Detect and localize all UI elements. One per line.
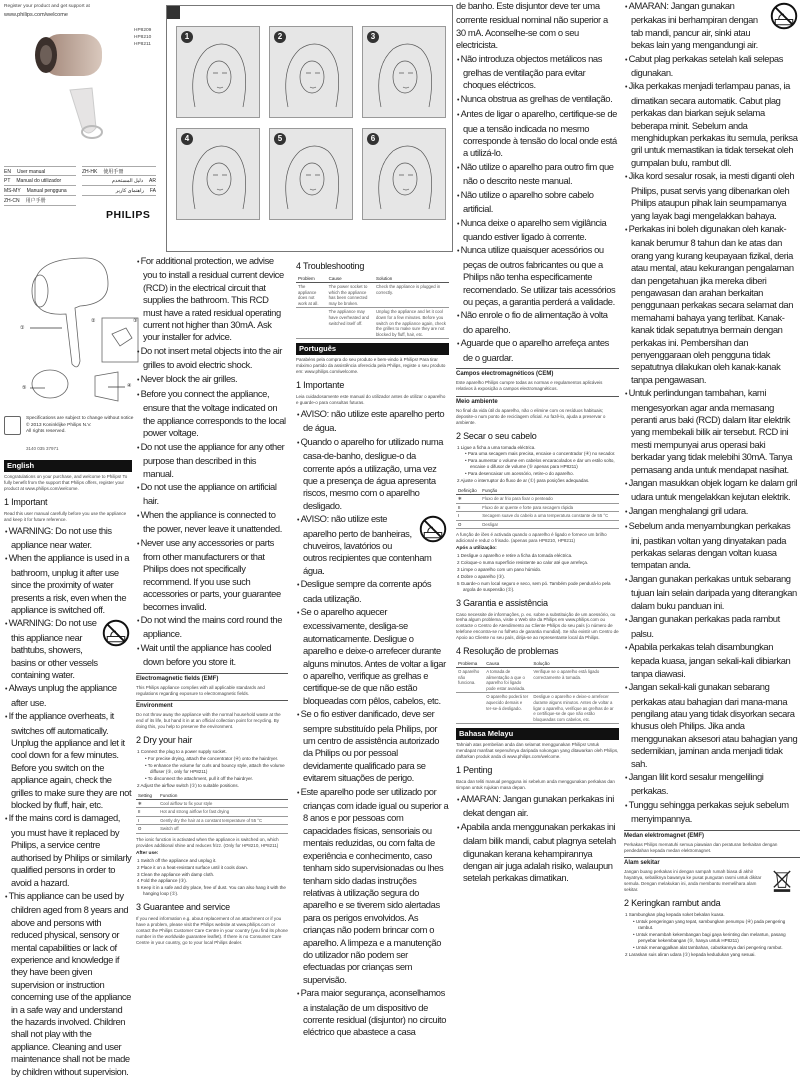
safety-bullet: • Tunggu sehingga perkakas sejuk sebelum menyimpannya.: [624, 799, 800, 826]
table-row: [136, 825, 288, 834]
table-row: [136, 808, 288, 817]
numbered-step: 1 Desligue o aparelho e retire a ficha da tomada eléctrica.: [457, 553, 573, 559]
section-heading: 3 Guarantee and service: [136, 902, 230, 913]
step-number-badge: 3: [367, 31, 379, 43]
safety-bullet: • Se o aparelho aquecer excessivamente, desliga-se automaticamente. Desligue o aparelho e deixe-o arrefecer durante alguns minutos. Antes de voltar a ligar o aparelho, verifique as grelhas e certifique-se de que não estão bloqueadas com pêlos, cabelos, etc.: [296, 606, 449, 707]
safety-bullet: • This appliance can be used by children aged from 8 years and above and persons with reduced physical, sensory or mental capabilities or lack of experience and knowledge if they have been given supervision or instruction concerning use of the appliance in a safe way and understand the hazards involved. Children shall not play with the appliance. Cleaning and user maintenance shall not be made by children without supervision.: [4, 890, 132, 1078]
body-paragraph: Perkakas Philips mematuhi semua piawaian dan peraturan berkaitan dengan pendedahan kepada medan elektromagnet.: [624, 841, 778, 853]
table-cell: O: [456, 520, 480, 529]
language-code: ZH-HK: [82, 169, 98, 175]
numbered-step: 2 Coloque-o numa superfície resistente ao calor até que arrefeça.: [457, 560, 589, 566]
diagram-label-fold: ③: [133, 318, 138, 324]
language-section-header: English: [4, 460, 132, 472]
body-paragraph: Caso necessite de informações, p. ex. sobre a substituição de um acessório, ou tenha algum problema, visite o Web site da Philips em www.philips.com ou contacte o Centro de Atendimento ao Cliente Philips do seu país (o número de telefone encontra-se no folheto de garantia mundial). Se não existir um Centro de Apoio ao Cliente no seu país, dirija-se ao representante local da Philips.: [456, 611, 619, 641]
table-row: [456, 520, 619, 529]
numbered-step: 5 Guarde-o num local seguro e seco, sem pó. Também pode pendurá-lo pela argola de suspensão (②).: [457, 580, 611, 592]
safety-bullet: • Never use any accessories or parts from other manufacturers or that Philips does not specifically recommend. If you use such accessories or parts, your guarantee becomes invalid.: [136, 537, 288, 613]
safety-bullet: • Nunca deixe o aparelho sem vigilância quando estiver ligado à corrente.: [456, 217, 619, 244]
body-paragraph: Tahniah atas pembelian anda dan selamat menggunakan Philips! Untuk mendapat manfaat sepenuhnya daripada sokongan yang ditawarkan oleh Philips, daftarkan produk anda di www.philips.com/welcome.: [456, 742, 619, 760]
table-cell: I: [456, 512, 480, 521]
diagram-label-concentrator: ④: [127, 383, 132, 389]
table-cell: II: [136, 808, 158, 817]
table-cell: [296, 308, 327, 339]
specs-notice: [26, 416, 133, 436]
sub-bullet: • Para aumentar o volume em cabelos encaracolados e dar um estilo solto, encaixe o difusor de volume (⑤ apenas para HP8211): [456, 458, 619, 470]
specs-line: All rights reserved.: [26, 429, 66, 434]
safety-bullet: • Do not use the appliance for any other purpose than described in this manual.: [136, 441, 288, 480]
safety-bullet-text: AMARAN: Jangan gunakan perkakas ini berhampiran dengan tab mandi, pancur air, sinki atau bekas lain yang mengandungi air.: [628, 0, 758, 51]
table-cell: II: [456, 503, 480, 512]
body-paragraph: Do not throw away the appliance with the normal household waste at the end of its life, but hand it in at an official collection point for recycling. By doing this, you help to preserve the environment.: [136, 712, 281, 730]
sub-bullet: • Para desencaixar um acessório, retire-o do aparelho.: [456, 471, 619, 477]
body-paragraph: Parabéns pela compra do seu produto e bem-vindo à Philips! Para tirar máximo partido da assistência oferecida pela Philips, registe o seu produto em: www.philips.com/welcome.: [296, 357, 446, 375]
table-cell: O aparelho não funciona.: [456, 668, 484, 693]
subsection-heading: Meio ambiente: [456, 396, 619, 406]
sub-bullet: • To disconnect the attachment, pull it off the hairdryer.: [136, 776, 288, 782]
table-header-cell: Definição: [456, 487, 480, 495]
safety-bullet: • Always unplug the appliance after use.: [4, 682, 132, 709]
safety-bullet: • Apabila perkakas telah disambungkan kepada kuasa, jangan sekali-kali dibiarkan tanpa diawasi.: [624, 641, 800, 680]
language-code: FA: [149, 188, 156, 194]
language-row[interactable]: [4, 176, 76, 186]
safety-bullet: • Jangan gunakan perkakas untuk sebarang tujuan lain selain daripada yang diterangkan dalam buku panduan ini.: [624, 573, 800, 612]
safety-bullet: • AVISO: não utilize este aparelho perto de água.: [296, 408, 449, 435]
body-paragraph: [624, 869, 800, 893]
parts-diagram: [0, 236, 140, 406]
table-row: [136, 816, 288, 825]
sub-bullet: • Untuk menanggalkan alat tambahan, cabutkannya dari pengering rambut.: [624, 945, 800, 951]
safety-bullet-with-icon: [296, 513, 449, 577]
table-header-row: [456, 660, 619, 668]
safety-bullet: • Nunca utilize quaisquer acessórios ou peças de outros fabricantes ou que a Philips não tenha especificamente recomendado. Se utilizar tais acessórios ou peças, a garantia perderá a validade.: [456, 244, 619, 308]
illustration-step-2: [269, 26, 353, 118]
step-number-badge: 2: [274, 31, 286, 43]
table-header-cell: Solution: [374, 275, 449, 283]
body-paragraph: If you need information e.g. about replacement of an attachment or if you have a problem, please visit the Philips website at www.philips.com or contact the Philips Customer Care Centre in your country (you find its phone number in the worldwide guarantee leaflet). If there is no Consumer Care Centre in your country, go to your local Philips dealer.: [136, 916, 288, 945]
table-cell: Secagem suave do cabelo a uma temperatura constante de 55 °C: [480, 512, 619, 521]
section-heading: 2 Dry your hair: [136, 735, 193, 746]
table-cell: I: [136, 816, 158, 825]
table-row: [456, 668, 619, 693]
body-paragraph: Este aparelho Philips cumpre todas as normas e regulamentos aplicáveis relativos à exposição a campos electromagnéticos.: [456, 379, 603, 391]
numbered-step: 4 Dobre o aparelho (③).: [457, 573, 506, 579]
body-paragraph: Read this user manual carefully before you use the appliance and keep it for future reference.: [4, 510, 127, 522]
table-cell: O aparelho poderá ter aquecido demais e ter-se-á desligado.: [484, 693, 531, 724]
usage-illustration-panel: [166, 5, 453, 252]
table-header-cell: Cause: [327, 275, 374, 283]
section-heading: 4 Troubleshooting: [296, 261, 365, 271]
label-text: After use:: [136, 850, 159, 856]
safety-bullet: • Desligue sempre da corrente após cada utilização.: [296, 578, 449, 605]
table-cell: Gently dry the hair at a constant temperature of 55 °C: [158, 816, 288, 825]
language-code: ZH-CN: [4, 198, 20, 204]
philips-shield-icon: [4, 416, 21, 435]
data-table: [456, 660, 619, 724]
table-cell: The power socket to which the appliance has been connected may be broken.: [327, 283, 374, 308]
body-paragraph: A função de iões é activada quando o aparelho é ligado e fornece um brilho adicional e reduz o frisado. (apenas para HP8210, HP8211): [456, 532, 607, 544]
table-cell: Fluxo de ar frio para fixar o penteado: [480, 494, 619, 503]
safety-bullet: • Before you connect the appliance, ensure that the voltage indicated on the appliance corresponds to the local power voltage.: [136, 388, 288, 440]
table-row: [456, 503, 619, 512]
diagram-label-diffuser: ⑤: [22, 385, 27, 391]
safety-bullet: • Não utilize o aparelho para outro fim que não o descrito neste manual.: [456, 161, 619, 188]
table-cell: Hot and strong airflow for fast drying: [158, 808, 288, 817]
safety-bullet: • Não utilize o aparelho sobre cabelo artificial.: [456, 189, 619, 216]
language-code: EN: [4, 169, 11, 175]
safety-bullet: • Nunca obstrua as grelhas de ventilação.: [456, 93, 619, 107]
diagram-label-loop: ②: [91, 318, 96, 324]
table-cell: [456, 693, 484, 724]
sub-bullet: • Untuk menambah kekembangan bagi gaya kerinting dan melantun, pasang penyebar kekembangan (⑤, hanya untuk HP8211): [624, 932, 800, 944]
safety-bullet: • Sebelum anda menyambungkan perkakas ini, pastikan voltan yang dinyatakan pada perkakas selaras dengan voltan kuasa tempatan anda.: [624, 520, 800, 572]
body-paragraph: No final da vida útil do aparelho, não o elimine com os resíduos habituais; deposite-o num ponto de reciclagem oficial. Ao fazê-lo, ajuda a preservar o ambiente.: [456, 407, 606, 425]
subsection-heading: Electromagnetic fields (EMF): [136, 673, 288, 683]
section-heading: 2 Secar o seu cabelo: [456, 430, 537, 441]
language-title: 用户手册: [25, 198, 46, 204]
illustration-step-3: [362, 26, 446, 118]
safety-bullet: • WARNING: Do not use this appliance near water.: [4, 525, 132, 552]
subsection-heading: Environment: [136, 700, 288, 710]
sub-bullet: • Untuk pengeringan yang tepat, sambungkan penumpu (④) pada pengering rambut.: [624, 919, 800, 931]
safety-bullet: • Do not use the appliance on artificial hair.: [136, 481, 288, 508]
column-english-safety: [136, 255, 288, 948]
specs-line: © 2013 Koninklijke Philips N.V.: [26, 422, 92, 428]
numbered-step: 1 Sambungkan plag kepada soket bekalan kuasa.: [625, 912, 725, 918]
safety-bullet: • Não introduza objectos metálicos nas grelhas de ventilação para evitar choques eléctricos.: [456, 53, 619, 92]
no-water-warning-icon: [419, 515, 447, 543]
table-cell: ❄: [456, 494, 480, 503]
model-number: HP8209: [134, 28, 152, 33]
step-number-badge: 5: [274, 133, 286, 145]
numbered-step: 5 Keep it in a safe and dry place, free of dust. You can also hang it with the hanging loop (②).: [137, 885, 286, 897]
no-water-warning-icon: [102, 619, 130, 647]
safety-bullet: • If the mains cord is damaged, you must have it replaced by Philips, a service centre authorised by Philips or similarly qualified persons in order to avoid a hazard.: [4, 812, 132, 888]
illustration-step-1: [176, 26, 260, 118]
safety-bullet: • Wait until the appliance has cooled down before you store it.: [136, 642, 288, 669]
section-heading: 2 Keringkan rambut anda: [624, 898, 721, 909]
data-table: [136, 792, 288, 834]
numbered-step: 2 Ajuste o interruptor do fluxo de ar (①) para posições adequadas.: [457, 478, 590, 484]
language-title: راهنمای کاربر: [115, 188, 144, 194]
step-number-badge: 1: [181, 31, 193, 43]
safety-bullet: • If the appliance overheats, it switches off automatically. Unplug the appliance and let it cool down for a few minutes. Before you switch on the appliance again, check the grilles to make sure they are not blocked by fluff, hair, etc.: [4, 710, 132, 811]
subsection-heading: Alam sekitar: [624, 857, 800, 867]
safety-bullet: • Perkakas ini boleh digunakan oleh kanak-kanak berumur 8 tahun dan ke atas dan orang yang kurang keupayaan fizikal, deria atau mental, atau kekurangan pengalaman dan pengetahuan jika mereka diberi pengawasan dan arahan berkaitan penggunaan perkakas secara selamat dan memahami bahaya yang terlibat. Kanak-kanak tidak sepatutnya bermain dengan perkakas ini. Pembersihan dan penyenggaraan oleh pengguna tidak sepatutnya dilakukan oleh kanak-kanak tanpa pengawasan.: [624, 223, 800, 386]
section-heading: 1 Penting: [456, 765, 493, 776]
table-cell: Verifique se o aparelho está ligado correctamente à tomada.: [531, 668, 619, 693]
sub-bullet: • Para uma secagem mais precisa, encaixe o concentrador (④) no secador.: [456, 451, 619, 457]
table-cell: Desligar: [480, 520, 619, 529]
safety-bullet: • Jangan lilit kord sesalur mengelilingi perkakas.: [624, 771, 800, 798]
numbered-step: 1 Connect the plug to a power supply socket.: [137, 749, 227, 755]
safety-bullet-continued: de banho. Este disjuntor deve ter uma corrente residual nominal não superior a 30 mA. Aconselhe-se com o seu electricista.: [456, 0, 608, 51]
language-title: دليل المستخدم: [111, 178, 144, 184]
table-cell: The appliance may have overheated and switched itself off.: [327, 308, 374, 339]
table-header-cell: Function: [158, 792, 288, 800]
subsection-heading: Campos electromagnéticos (CEM): [456, 368, 619, 378]
safety-bullet: • Antes de ligar o aparelho, certifique-se de que a tensão indicada no mesmo corresponde à tensão do local onde está a utilizá-lo.: [456, 108, 619, 160]
table-header-row: [136, 792, 288, 800]
numbered-step: 1 Switch off the appliance and unplug it.: [137, 857, 217, 863]
numbered-step: 3 Limpe o aparelho com um pano húmido.: [457, 566, 542, 572]
table-cell: O: [136, 825, 158, 834]
safety-bullet: • AMARAN: Jangan gunakan perkakas ini dekat dengan air.: [456, 793, 619, 820]
safety-bullet: • Untuk perlindungan tambahan, kami mengesyorkan agar anda memasang peranti arus baki (RCD) dalam litar elektrik yang membekali bilik air tersebut. RCD ini mesti mempunyai arus operasi baki berkadar yang tidak melebihi 30mA. Tanya pemasang anda untuk mendapat nasihat.: [624, 387, 800, 476]
language-row[interactable]: [4, 186, 76, 196]
philips-logo: PHILIPS: [106, 209, 151, 221]
safety-bullet: • Do not insert metal objects into the air grilles to avoid electric shock.: [136, 345, 288, 372]
section-heading: 4 Resolução de problemas: [456, 646, 559, 657]
section-heading: 1 Importante: [296, 380, 345, 391]
section-heading: 3 Garantia e assistência: [456, 597, 548, 608]
language-row[interactable]: [82, 176, 156, 186]
language-code: AR: [149, 178, 156, 184]
language-title: Manual pengguna: [26, 188, 67, 194]
safety-bullet: • Jangan sekali-kali gunakan sebarang perkakas atau bahagian dari mana-mana pengilang atau yang tidak disyorkan secara khusus oleh Philips. Jika anda menggunakan aksesori atau bahagian yang sedemikian, jaminan anda menjadi tidak sah.: [624, 681, 800, 770]
safety-bullet: • Apabila anda menggunakan perkakas ini dalam bilik mandi, cabut plagnya setelah digunakan kerana kehampirannya dengan air juga adalah risiko, walaupun setelah perkakas dimatikan.: [456, 821, 619, 885]
step-number-badge: 4: [181, 133, 193, 145]
table-row: [456, 512, 619, 521]
illustration-step-4: [176, 128, 260, 220]
recycle-bin-crossed-icon: [772, 869, 792, 893]
safety-bullet: • Aguarde que o aparelho arrefeça antes de o guardar.: [456, 337, 619, 364]
table-cell: Check the appliance is plugged in correctly.: [374, 283, 449, 308]
subsection-heading: Medan elektromagnet (EMF): [624, 830, 800, 840]
step-number-badge: 6: [367, 133, 379, 145]
safety-bullet: • Jangan menghalangi gril udara.: [624, 505, 800, 519]
specs-line: Specifications are subject to change without notice: [26, 416, 134, 421]
data-table: [456, 487, 619, 529]
safety-bullet: • Quando o aparelho for utilizado numa casa-de-banho, desligue-o da corrente após a utilização, uma vez que a presença de água apresenta riscos, mesmo com o aparelho desligado.: [296, 436, 449, 512]
safety-bullet: • Para maior segurança, aconselhamos a instalação de um dispositivo de corrente residual (disjuntor) no circuito eléctrico que abastece a casa: [296, 987, 449, 1039]
numbered-step: 2 Adjust the airflow switch (①) to suitable positions.: [137, 782, 239, 788]
language-code: MS-MY: [4, 188, 21, 194]
table-cell: Unplug the appliance and let it cool down for a few minutes. Before you switch on the appliance again, check the grilles to make sure they are not blocked by fluff, hair, etc.: [374, 308, 449, 339]
model-list: [134, 27, 151, 48]
language-title: 使用手冊: [103, 169, 124, 175]
safety-bullet-text: AVISO: não utilize este aparelho perto de banheiras, chuveiros, lavatórios ou outros recipientes que contenham água.: [300, 513, 432, 576]
section-heading: 1 Important: [4, 496, 48, 507]
body-paragraph-text: Jangan buang perkakas ini dengan sampah rumah biasa di akhir hayatnya, sebaliknya bawanya ke pusat pungutan rasmi untuk dikitar semula. Dengan melakukan ini, anda membantu memelihara alam sekitar.: [624, 869, 762, 893]
table-cell: Switch off: [158, 825, 288, 834]
safety-bullet: • Never block the air grilles.: [136, 373, 288, 387]
safety-bullet: • Jika kord sesalur rosak, ia mesti diganti oleh Philips, pusat servis yang dibenarkan oleh Philips ataupun pihak lain seumpamanya yang layak bagi mengelakkan bahaya.: [624, 170, 800, 222]
safety-bullet: • Não enrole o fio de alimentação à volta do aparelho.: [456, 309, 619, 336]
table-header-cell: Solução: [531, 660, 619, 668]
table-cell: The appliance does not work at all.: [296, 283, 327, 308]
table-cell: Cool airflow to fix your style: [158, 799, 288, 808]
body-paragraph: Baca dan teliti manual pengguna ini sebelum anda menggunakan perkakas dan simpan untuk rujukan masa depan.: [456, 779, 615, 791]
safety-bullet-with-icon: [4, 617, 132, 681]
illustration-step-5: [269, 128, 353, 220]
language-title: User manual: [16, 169, 46, 175]
language-section-header: Bahasa Melayu: [456, 728, 619, 740]
table-cell: Fluxo de ar quente e forte para secagem rápida: [480, 503, 619, 512]
safety-bullet-text: WARNING: Do not use this appliance near bathtubs, showers, basins or other vessels containing water.: [8, 617, 98, 680]
table-header-cell: Problema: [456, 660, 484, 668]
safety-bullet: • Jangan gunakan perkakas pada rambut palsu.: [624, 613, 800, 640]
safety-bullet: • Este aparelho pode ser utilizado por crianças com idade igual ou superior a 8 anos e por pessoas com capacidades físicas, sensoriais ou mentais reduzidas, ou com falta de experiência e conhecimento, caso tenham sido supervisionadas ou lhes tenham sido dadas instruções relativas à utilização segura do aparelho e se tiverem sido alertadas para os perigos envolvidos. As crianças não podem brincar com o aparelho. A limpeza e a manutenção do utilizador não podem ser efectuadas por crianças sem supervisão.: [296, 786, 449, 987]
table-header-cell: Causa: [484, 660, 531, 668]
table-row: [296, 283, 449, 308]
table-header-row: [456, 487, 619, 495]
table-header-cell: Problem: [296, 275, 327, 283]
diagram-label-switch: ①: [20, 325, 25, 331]
safety-bullet: • Jangan masukkan objek logam ke dalam gril udara untuk mengelakkan kejutan elektrik.: [624, 477, 800, 504]
language-list-right: [82, 166, 156, 196]
numbered-step: 4 Fold the appliance (③).: [137, 878, 188, 884]
column-english-intro: [4, 456, 132, 1079]
language-row[interactable]: [4, 166, 76, 176]
column-portuguese-malay: [456, 0, 619, 886]
safety-bullet: • When the appliance is connected to the power, never leave it unattended.: [136, 509, 288, 536]
document-number: 3140 035 37971: [26, 446, 59, 451]
language-code: PT: [4, 178, 11, 184]
language-title: Manual do utilizador: [16, 178, 62, 184]
table-header-row: [296, 275, 449, 283]
label-text: Após a utilização:: [456, 546, 497, 552]
hairdryer-product-image: [30, 28, 110, 140]
table-header-cell: Setting: [136, 792, 158, 800]
numbered-step: 3 Clean the appliance with damp cloth.: [137, 871, 215, 877]
no-water-warning-icon: [770, 2, 798, 30]
table-header-cell: Função: [480, 487, 619, 495]
model-number: HP8210: [134, 35, 152, 40]
body-paragraph: The ionic function is activated when the appliance is switched on, which provides additional shine and reduces frizz. (Only for HP8210, HP8211): [136, 836, 279, 848]
body-paragraph: Congratulations on your purchase, and welcome to Philips! To fully benefit from the support that Philips offers, register your product at www.philips.com/welcome.: [4, 474, 128, 491]
numbered-step: 2 Laraskan suis aliran udara (①) kepada kedudukan yang sesuai.: [625, 951, 756, 957]
language-row[interactable]: [82, 186, 156, 196]
language-section-header: Português: [296, 343, 449, 355]
safety-bullet: • Jika perkakas menjadi terlampau panas, ia dimatikan secara automatik. Cabut plag perkakas dan biarkan sejuk selama beberapa minit. Sebelum anda menghidupkan perkakas itu semula, periksa gril untuk memastikan ia tidak tersekat oleh gumpalan bulu, rambut dll.: [624, 80, 800, 169]
language-list-left: [4, 166, 76, 206]
table-row: [296, 308, 449, 339]
table-cell: A tomada de alimentação a que o aparelho foi ligado pode estar avariada.: [484, 668, 531, 693]
language-row[interactable]: [82, 166, 156, 176]
safety-bullet: • Cabut plag perkakas setelah kali selepas digunakan.: [624, 53, 800, 80]
sub-bullet: • For precise drying, attach the concentrator (④) onto the hairdryer.: [136, 756, 288, 762]
column-portuguese: [296, 256, 449, 1040]
numbered-step: 2 Place it on a heat-resistant surface until it cools down.: [137, 864, 249, 870]
data-table: [296, 275, 449, 339]
safety-bullet-with-icon: [624, 0, 800, 52]
table-cell: Desligue o aparelho e deixe-o arrefecer durante alguns minutos. Antes de voltar a ligar o aparelho, verifique as grelhas de ar e certifique-se de que não estão bloqueadas com cabelos, etc.: [531, 693, 619, 724]
safety-bullet: • When the appliance is used in a bathroom, unplug it after use since the proximity of water presents a risk, even when the appliance is switched off.: [4, 552, 132, 616]
model-number: HP8211: [134, 42, 151, 47]
table-cell: ❄: [136, 799, 158, 808]
sub-bullet: • To enhance the volume for curls and bouncy style, attach the volume diffuser (⑤, only for HP8211): [136, 763, 288, 775]
column-malay: [624, 0, 800, 959]
language-row[interactable]: [4, 196, 76, 206]
safety-bullet: • Do not wind the mains cord round the appliance.: [136, 614, 288, 641]
numbered-step: 1 Ligue a ficha a uma tomada eléctrica.: [457, 444, 536, 450]
illustration-step-6: [362, 128, 446, 220]
register-text: Register your product and get support at: [4, 4, 90, 9]
table-row: [456, 693, 619, 724]
safety-bullet: • For additional protection, we advise you to install a residual current device (RCD) in the electrical circuit that supplies the bathroom. This RCD must have a rated residual operating current not higher than 30mA. Ask your installer for advice.: [136, 255, 288, 344]
register-url[interactable]: www.philips.com/welcome: [4, 12, 68, 18]
table-row: [136, 799, 288, 808]
body-paragraph: This Philips appliance complies with all applicable standards and regulations regarding exposure to electromagnetic fields.: [136, 684, 265, 696]
safety-bullet: • Se o fio estiver danificado, deve ser sempre substituído pela Philips, por um centro de assistência autorizado da Philips ou por pessoal devidamente qualificado para se evitarem situações de perigo.: [296, 708, 449, 784]
body-paragraph: Leia cuidadosamente este manual do utilizador antes de utilizar o aparelho e guarde-o para consultas futuras.: [296, 394, 446, 405]
illustration-icon: [167, 6, 180, 19]
table-row: [456, 494, 619, 503]
